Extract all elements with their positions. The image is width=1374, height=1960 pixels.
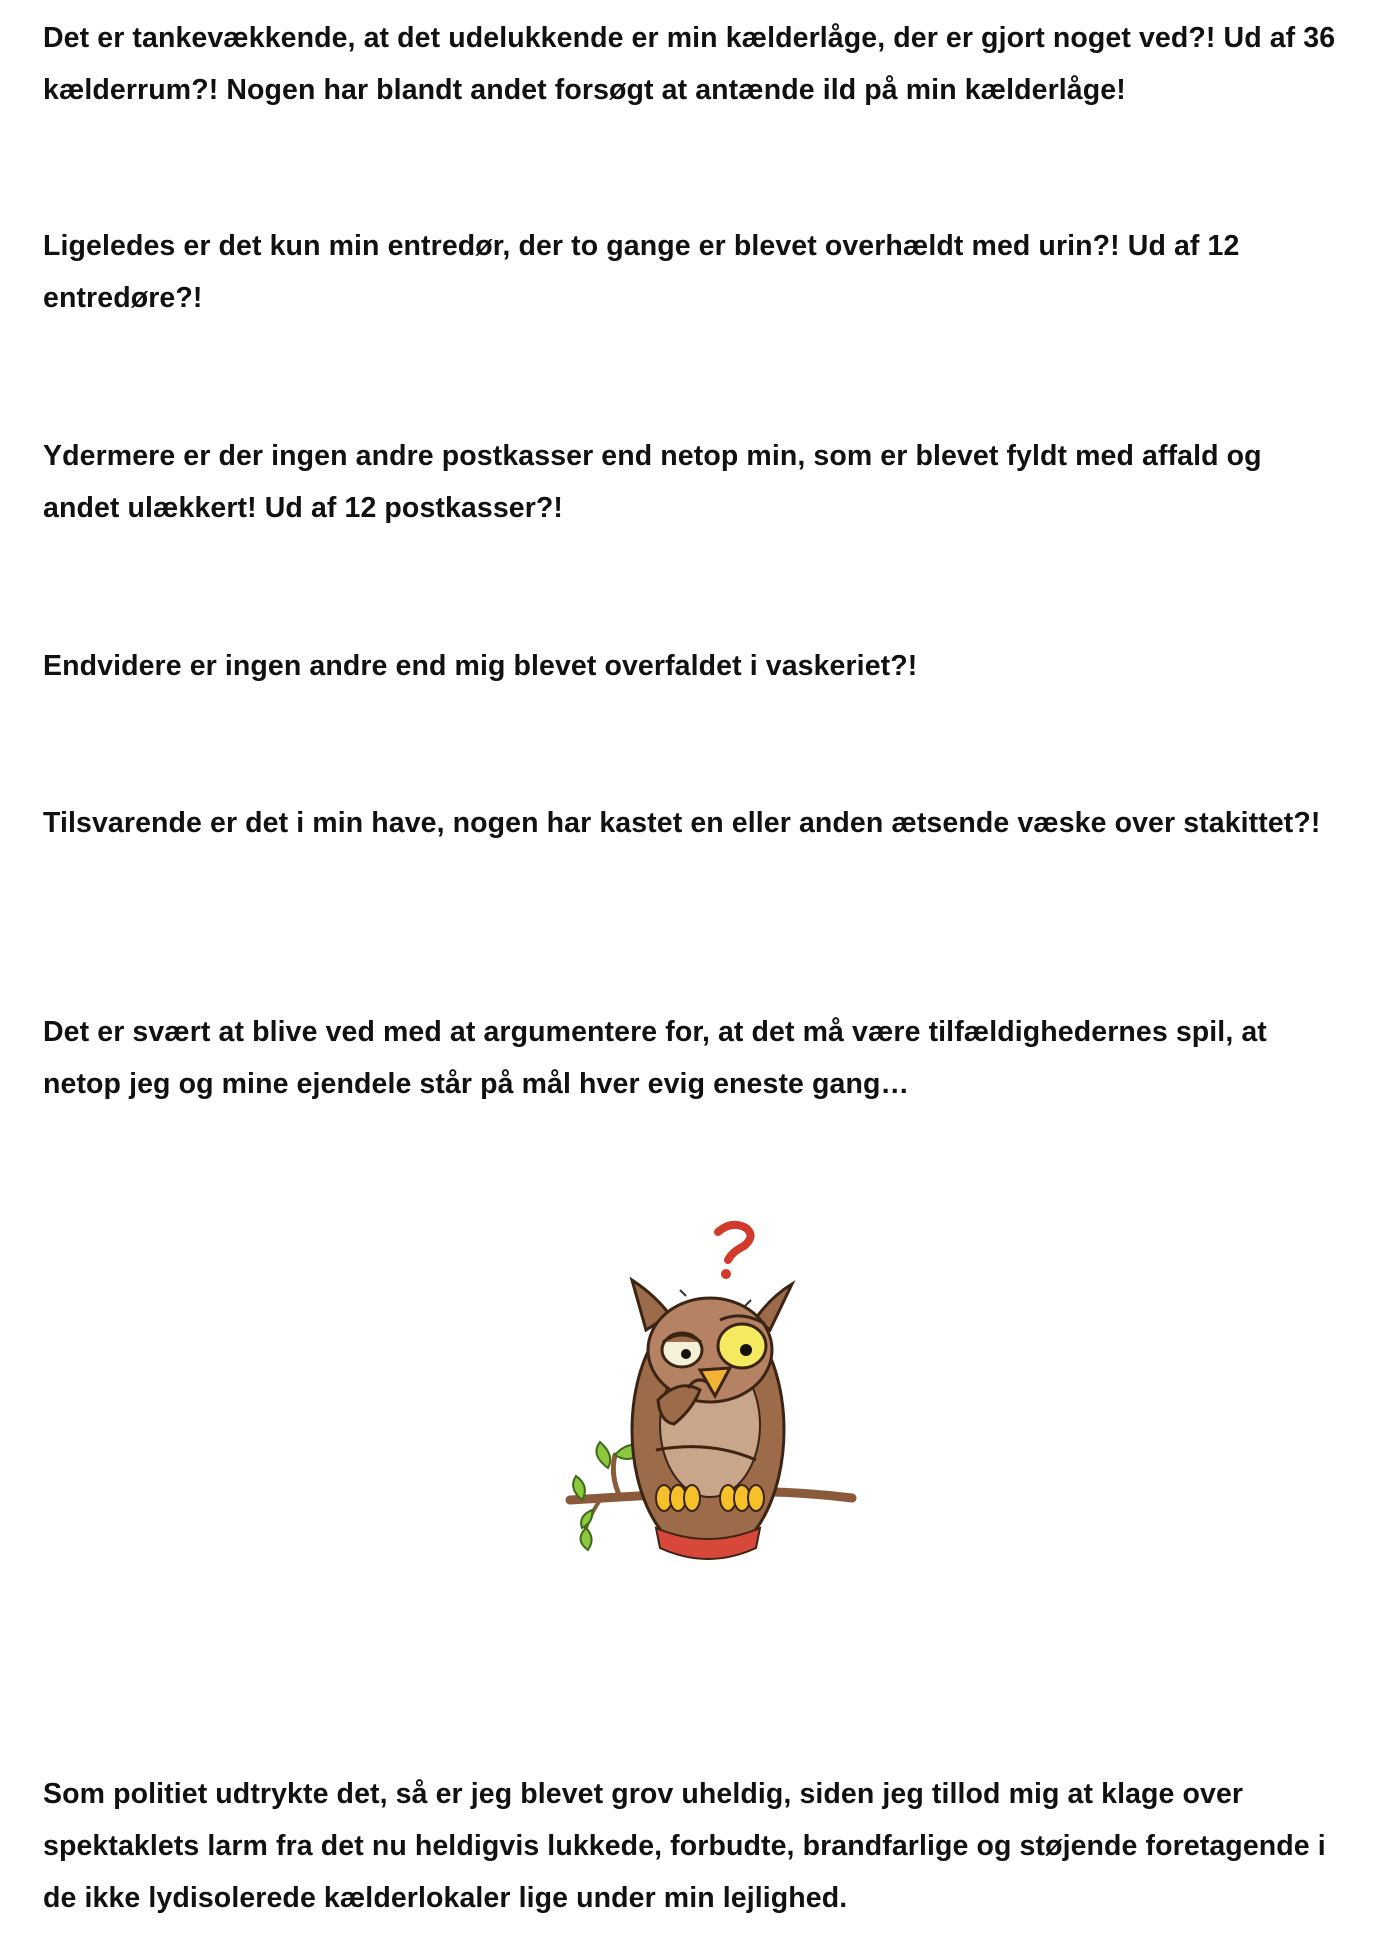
- confused-owl-illustration: [560, 1210, 860, 1590]
- paragraph-police-statement: Som politiet udtrykte det, så er jeg blevet grov uheldig, siden jeg tillod mig at klage over spektaklets larm fra det nu heldigvis lukkede, forbudte, brandfarlige og støjende foretagende i de ikke lydisolerede kælderlokaler lige under min lejlighed.: [43, 1778, 1326, 1914]
- question-mark-icon: [718, 1225, 751, 1279]
- paragraph-coincidence: Det er svært at blive ved med at argumentere for, at det må være tilfældighedernes spil, at netop jeg og mine ejendele står på mål hver evig eneste gang…: [43, 1016, 1267, 1100]
- owl-icon: [560, 1210, 860, 1590]
- paragraph-garden: Tilsvarende er det i min have, nogen har kastet en eller anden ætsende væske over stakittet?!: [43, 807, 1321, 839]
- paragraph-cellar-door: Det er tankevækkende, at det udelukkende er min kælderlåge, der er gjort noget ved?! Ud af 36 kælderrum?! Nogen har blandt andet forsøgt at antænde ild på min kælderlåge!: [43, 22, 1336, 106]
- paragraph-laundry-assault: Endvidere er ingen andre end mig blevet overfaldet i vaskeriet?!: [43, 650, 918, 682]
- paragraph-mailbox: Ydermere er der ingen andre postkasser end netop min, som er blevet fyldt med affald og andet ulækkert! Ud af 12 postkasser?!: [43, 440, 1262, 524]
- paragraph-front-door: Ligeledes er det kun min entredør, der to gange er blevet overhældt med urin?! Ud af 12 entredøre?!: [43, 230, 1240, 314]
